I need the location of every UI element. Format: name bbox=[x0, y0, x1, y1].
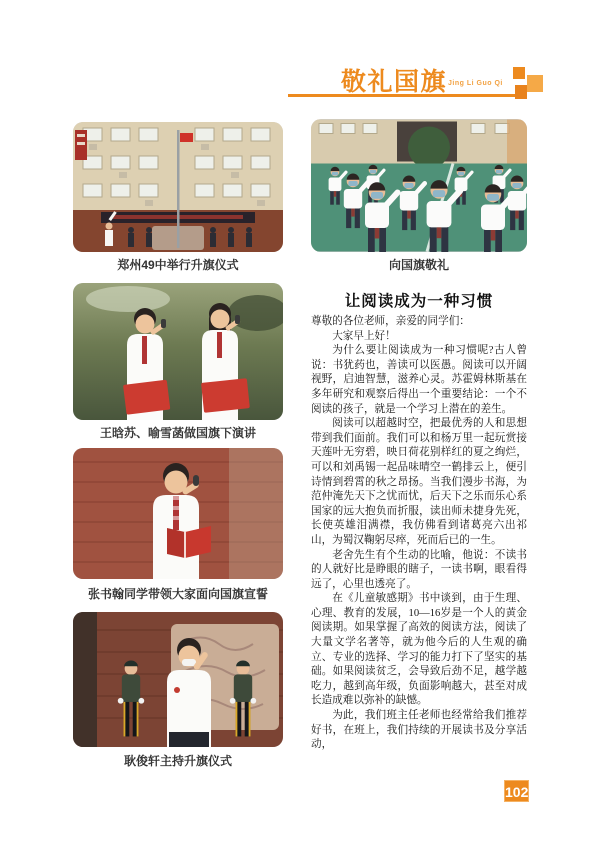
caption-flag-raising-ceremony: 郑州49中举行升旗仪式 bbox=[117, 258, 239, 272]
article-paragraph: 在《儿童敏感期》书中谈到，由于生理、心理、教育的发展，10—16岁是一个人的黄金阅读期。如果掌握了高效的阅读方法，阅读了大量文学名著等，就为他今后的人生观的确立、专业的选择、学习的能力打下了坚实的基础。如果阅读贫乏，会导致后劲不足，越学越吃力，越到高年级，负面影响越大，甚至对成长造成难以弥补的缺憾。 bbox=[311, 593, 527, 707]
salute-illustration bbox=[311, 119, 527, 252]
article-title: 让阅读成为一种习惯 bbox=[344, 293, 494, 310]
photo-host-ceremony bbox=[73, 612, 283, 747]
caption-host-ceremony: 耿俊轩主持升旗仪式 bbox=[123, 754, 232, 768]
photo-salute-flag bbox=[311, 119, 527, 252]
flag-raising-illustration bbox=[73, 122, 283, 252]
header-deco-square-icon bbox=[513, 67, 525, 79]
page-number-badge: 102 bbox=[504, 780, 529, 802]
caption-speech-under-flag: 王晗苏、喻雪菡做国旗下演讲 bbox=[99, 426, 256, 440]
photo-flag-raising-ceremony bbox=[73, 122, 283, 252]
article-paragraph: 阅读可以超越时空，把最优秀的人和思想带到我们面前。我们可以和杨万里一起玩赏接天莲叶无穷碧，映日荷花别样红的夏之绚烂，可以和刘禹锡一起品味晴空一鹤排云上，便引诗情到碧霄的秋之昂扬。当我们漫步书海，为范仲淹先天下之忧而忧，后天下之乐而乐心系国家的远大抱负而折服，读出师未捷身先死，长使英雄泪满襟，我仿佛看到诸葛亮六出祁山，为蜀汉鞠躬尽瘁，死而后已的一生。 bbox=[311, 418, 527, 546]
article-body bbox=[311, 315, 527, 753]
article-paragraph: 为什么要让阅读成为一种习惯呢?古人曾说：书犹药也，善读可以医愚。阅读可以开阔视野，启迪智慧，滋养心灵。苏霍姆林斯基在多年研究和观察后得出一个重要结论：一个不阅读的孩子，就是一个学习上潜在的差生。 bbox=[311, 345, 527, 415]
article-paragraph: 尊敬的各位老师，亲爱的同学们： bbox=[311, 316, 470, 327]
caption-salute-flag: 向国旗敬礼 bbox=[388, 258, 449, 272]
header-title: 敬礼国旗 bbox=[341, 68, 448, 96]
article-paragraph: 为此，我们班主任老师也经常给我们推荐好书，在班上，我们持续的开展读书及分享活动， bbox=[311, 710, 527, 751]
pledge-illustration bbox=[73, 448, 283, 579]
photo-speech-under-flag bbox=[73, 283, 283, 420]
article-paragraph: 老舍先生有个生动的比喻，他说：不读书的人就好比是睁眼的瞎子，一读书啊，眼看得远了，心里也透亮了。 bbox=[311, 549, 527, 590]
header-deco-square-icon bbox=[527, 75, 543, 92]
header-subtitle: Jing Li Guo Qi bbox=[448, 80, 503, 87]
host-illustration bbox=[73, 612, 283, 747]
header-deco-square-icon bbox=[515, 85, 527, 99]
photo-pledge-leading bbox=[73, 448, 283, 579]
caption-pledge-leading: 张书翰同学带领大家面向国旗宣誓 bbox=[87, 587, 268, 601]
article-paragraph: 大家早上好！ bbox=[332, 330, 396, 342]
speech-illustration bbox=[73, 283, 283, 420]
